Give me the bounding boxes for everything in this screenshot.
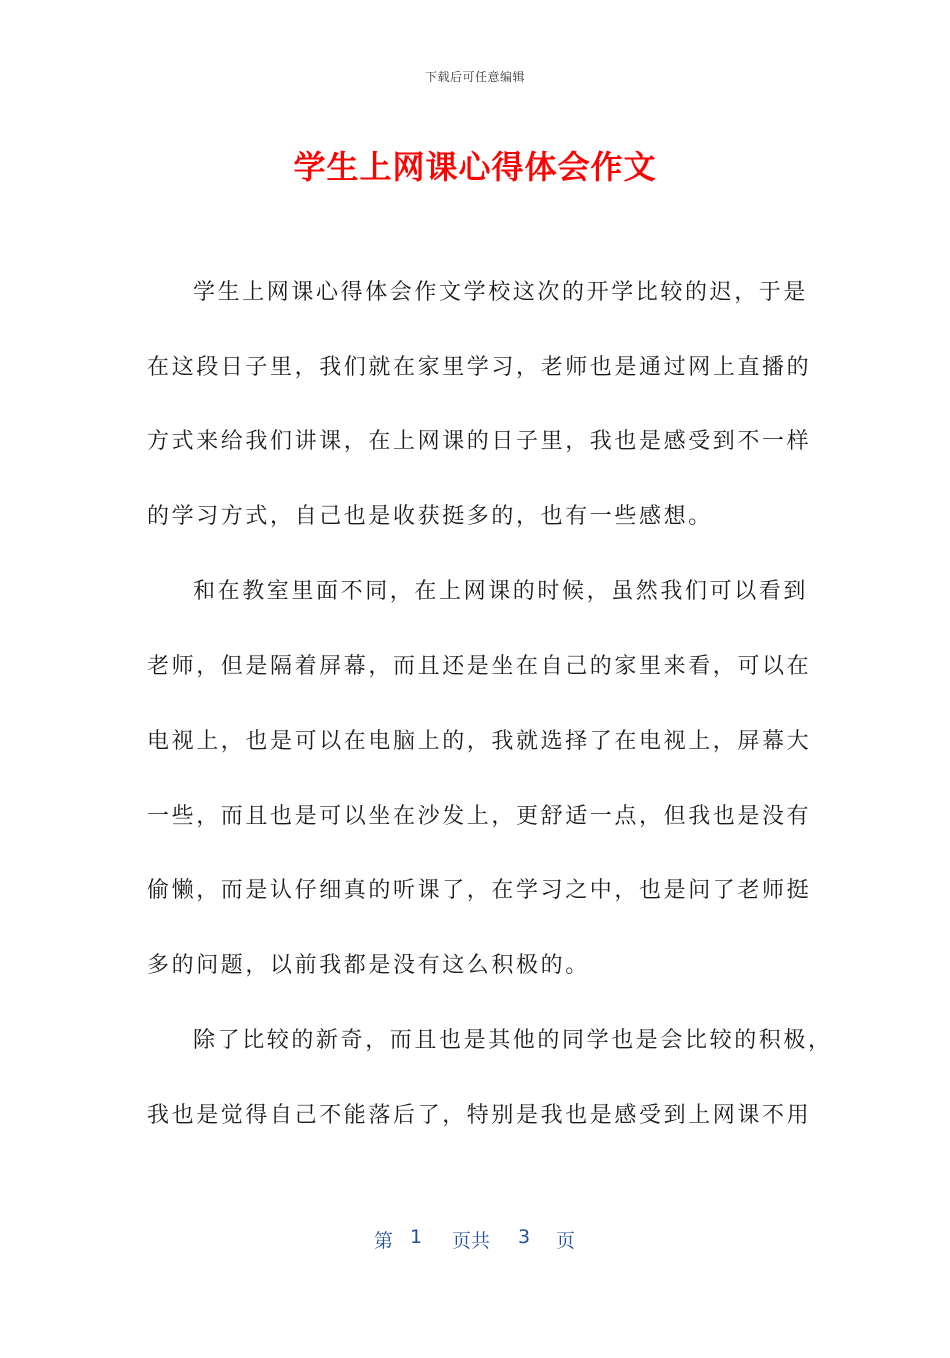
paragraph-line: 偷懒，而是认仔细真的听课了，在学习之中，也是问了老师挺 xyxy=(147,878,812,903)
paragraph-line: 的学习方式，自己也是收获挺多的，也有一些感想。 xyxy=(147,504,713,529)
document-title: 学生上网课心得体会作文 xyxy=(293,148,657,186)
paragraph-line: 方式来给我们讲课，在上网课的日子里，我也是感受到不一样 xyxy=(147,429,812,454)
page-footer xyxy=(374,1226,576,1358)
footer-prefix: 第 xyxy=(374,1230,394,1252)
paragraph-line: 在这段日子里，我们就在家里学习，老师也是通过网上直播的 xyxy=(147,355,812,380)
paragraph-line: 电视上，也是可以在电脑上的，我就选择了在电视上，屏幕大 xyxy=(147,729,812,754)
footer-total-pages: 3 xyxy=(518,1226,531,1248)
footer-suffix: 页 xyxy=(556,1230,576,1252)
paragraph-line: 除了比较的新奇，而且也是其他的同学也是会比较的积极， xyxy=(193,1028,833,1053)
paragraph-line: 我也是觉得自己不能落后了，特别是我也是感受到上网课不用 xyxy=(147,1103,812,1128)
paragraph-line: 一些，而且也是可以坐在沙发上，更舒适一点，但我也是没有 xyxy=(147,804,812,829)
header-note: 下载后可任意编辑 xyxy=(424,70,525,84)
footer-current-page: 1 xyxy=(410,1226,423,1248)
paragraph-line: 老师，但是隔着屏幕，而且还是坐在自己的家里来看，可以在 xyxy=(147,654,812,679)
footer-middle: 页共 xyxy=(452,1230,491,1252)
paragraph-line: 学生上网课心得体会作文学校这次的开学比较的迟，于是 xyxy=(193,280,809,305)
paragraph-line: 和在教室里面不同，在上网课的时候，虽然我们可以看到 xyxy=(193,579,809,604)
paragraph-line: 多的问题，以前我都是没有这么积极的。 xyxy=(147,953,590,978)
